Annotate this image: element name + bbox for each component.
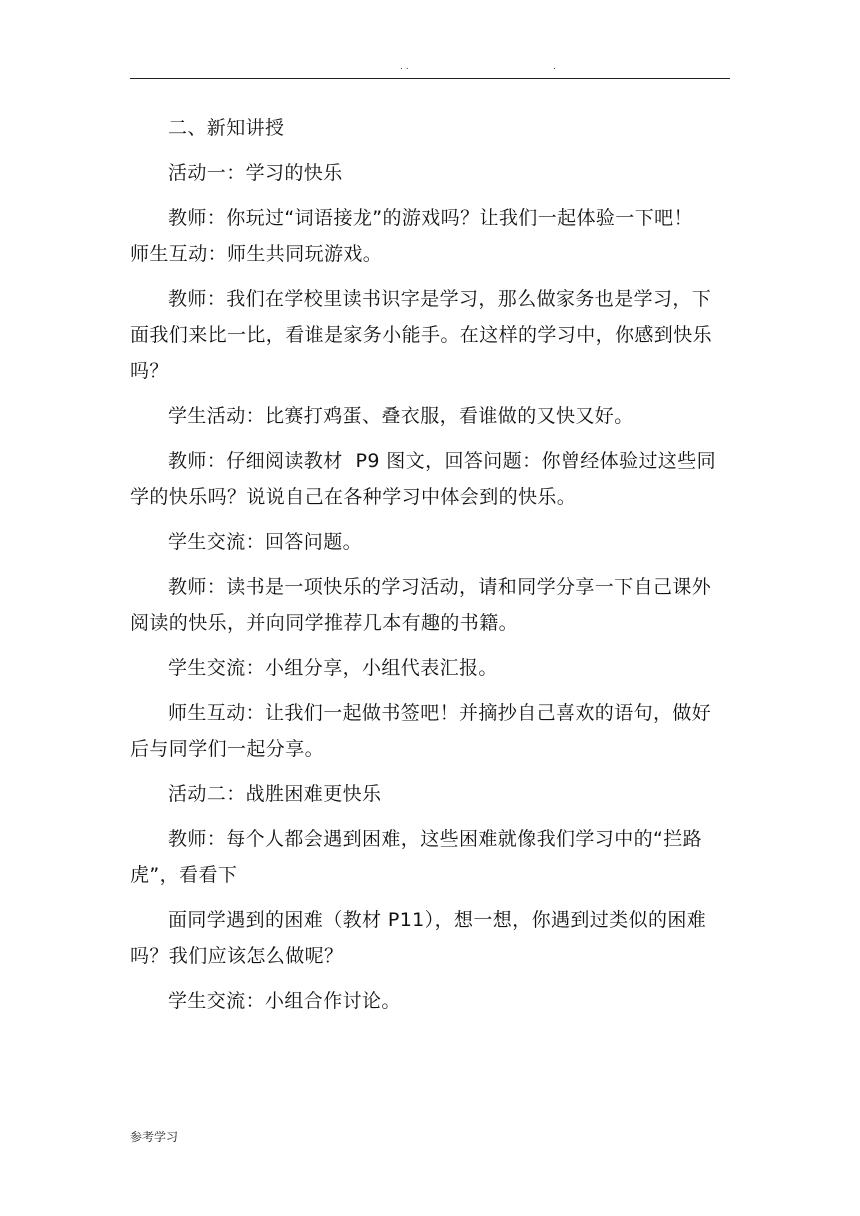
header-rule bbox=[130, 78, 730, 79]
paragraph-teacher-difficulty: 教师：每个人都会遇到困难，这些困难就像我们学习中的“拦路虎”，看看下 bbox=[130, 828, 703, 886]
paragraph-teacher-word-chain: 教师：你玩过“词语接龙”的游戏吗？让我们一起体验一下吧！ bbox=[168, 207, 693, 229]
header-dots-right: . bbox=[553, 62, 556, 72]
activity-one-heading: 活动一：学习的快乐 bbox=[168, 162, 343, 184]
paragraph-teacher-housework: 教师：我们在学校里读书识字是学习，那么做家务也是学习，下面我们来比一比，看谁是家务小能手。在这样的学习中，你感到快乐吗？ bbox=[130, 288, 713, 382]
paragraph-student-answer: 学生交流：回答问题。 bbox=[168, 531, 363, 553]
page-footer: 参考学习 bbox=[130, 1130, 179, 1144]
header-dots bbox=[0, 60, 860, 76]
activity-two-heading: 活动二：战胜困难更快乐 bbox=[168, 783, 382, 805]
header-dots-left: . . bbox=[400, 62, 409, 72]
document-body bbox=[130, 110, 730, 1028]
paragraph-interaction-game: 师生互动：师生共同玩游戏。 bbox=[130, 243, 383, 265]
paragraph-student-share: 学生交流：小组分享，小组代表汇报。 bbox=[168, 657, 498, 679]
section-heading: 二、新知讲授 bbox=[168, 117, 285, 139]
paragraph-bookmark: 师生互动：让我们一起做书签吧！并摘抄自己喜欢的语句，做好后与同学们一起分享。 bbox=[130, 702, 712, 760]
paragraph-teacher-textbook-p9: 教师：仔细阅读教材 P9 图文，回答问题：你曾经体验过这些同学的快乐吗？说说自己在各种学习中体会到的快乐。 bbox=[130, 450, 717, 508]
paragraph-student-activity: 学生活动：比赛打鸡蛋、叠衣服，看谁做的又快又好。 bbox=[168, 405, 634, 427]
paragraph-textbook-p11: 面同学遇到的困难（教材 P11），想一想，你遇到过类似的困难吗？我们应该怎么做呢？ bbox=[130, 909, 707, 967]
paragraph-teacher-reading: 教师：读书是一项快乐的学习活动，请和同学分享一下自己课外阅读的快乐，并向同学推荐几本有趣的书籍。 bbox=[130, 576, 712, 634]
paragraph-group-discussion: 学生交流：小组合作讨论。 bbox=[168, 990, 401, 1012]
